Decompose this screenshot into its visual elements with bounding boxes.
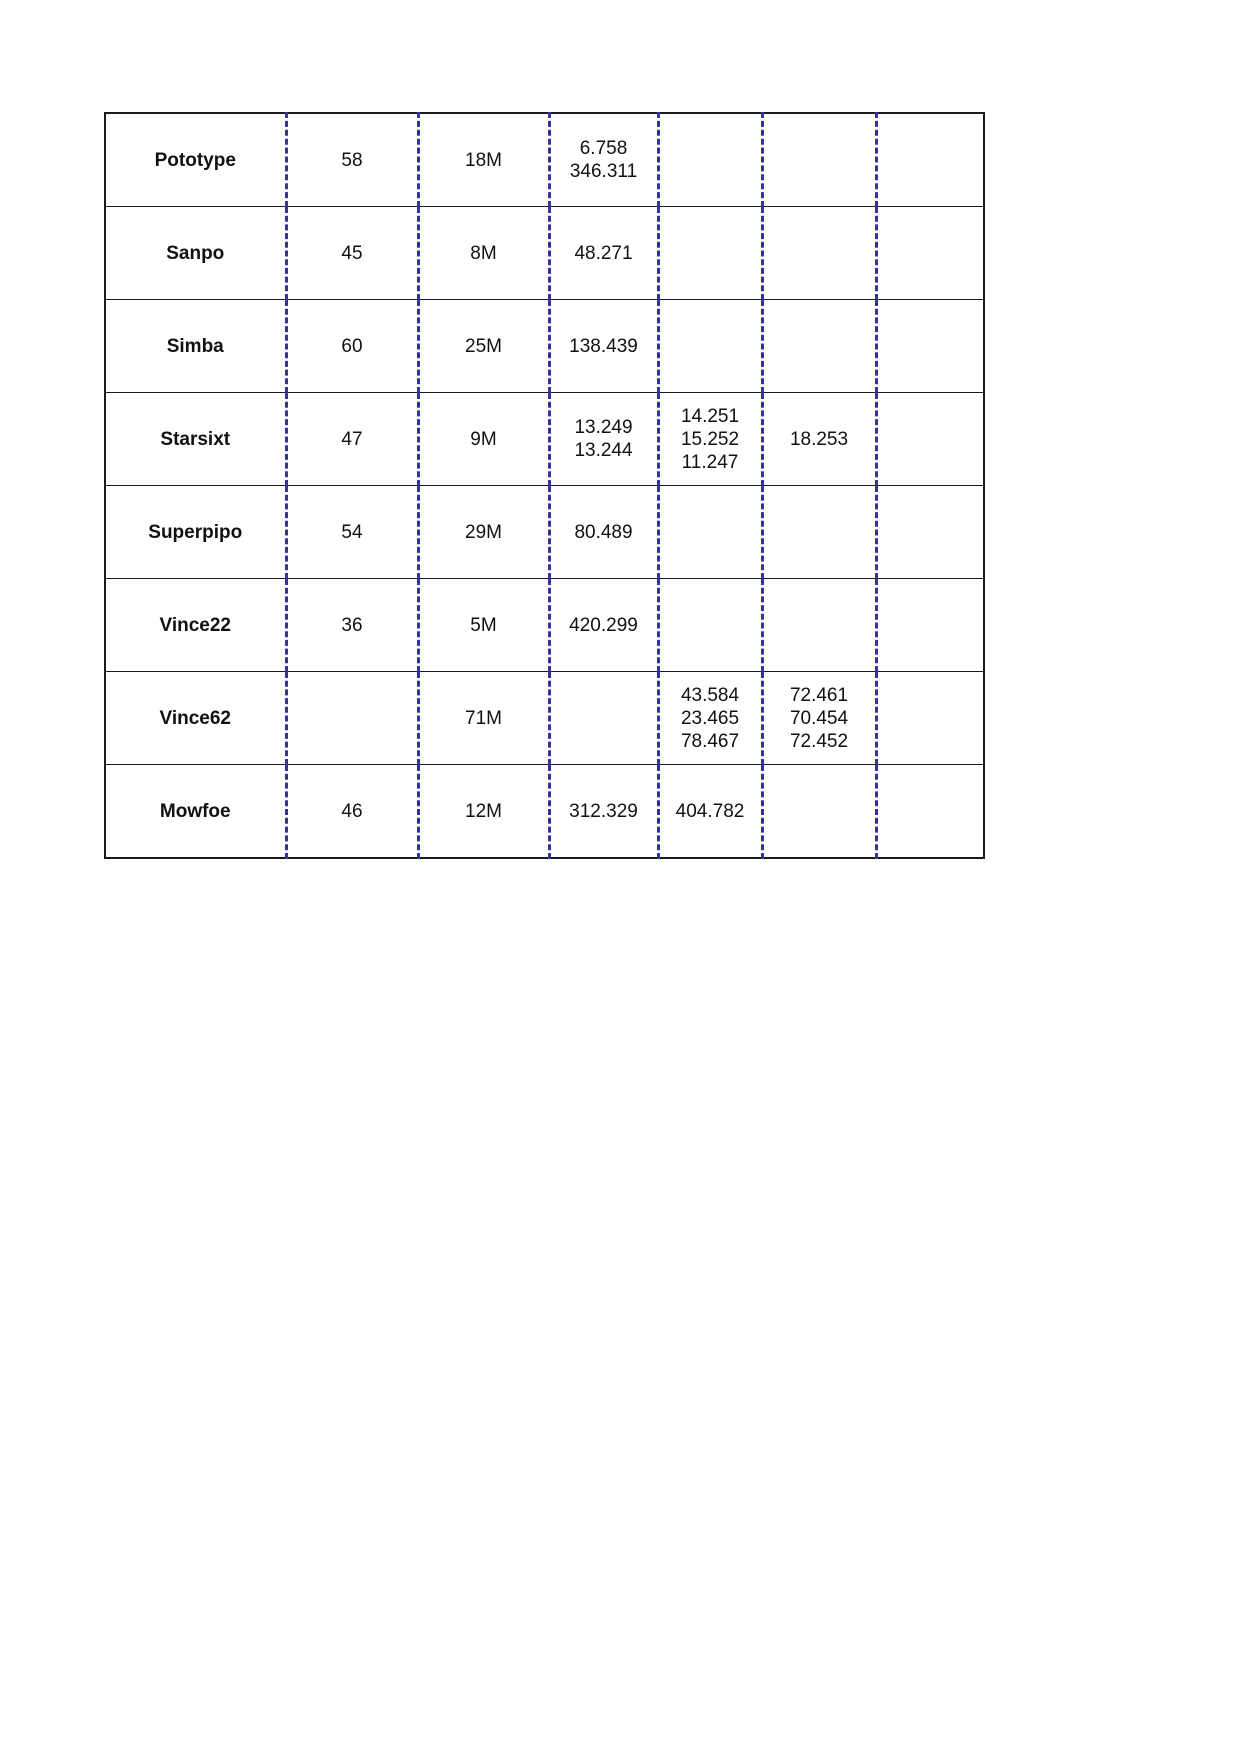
table-cell-col6: [876, 393, 984, 486]
table-cell-col4: [658, 393, 762, 486]
table-row: [105, 486, 984, 579]
cell-value: 312.329: [569, 800, 638, 822]
table-row: [105, 672, 984, 765]
table-cell-col6: [876, 579, 984, 672]
table-cell-col1: 36: [286, 579, 418, 672]
table-cell-col2: 18M: [418, 113, 549, 207]
table-cell-col1: 46: [286, 765, 418, 859]
table-cell-col2: 12M: [418, 765, 549, 859]
table-cell-col5: [762, 393, 876, 486]
cell-value: 420.299: [569, 614, 638, 636]
row-label: Starsixt: [105, 393, 286, 486]
table-cell-col2: 8M: [418, 207, 549, 300]
table-row: [105, 300, 984, 393]
table-cell-col3: [549, 579, 658, 672]
data-table: [104, 112, 985, 859]
table-cell-col4: [658, 672, 762, 765]
table-cell-col3: [549, 113, 658, 207]
table-cell-col1: 60: [286, 300, 418, 393]
table-cell-col4: [658, 300, 762, 393]
table-cell-col3: [549, 672, 658, 765]
row-label: Sanpo: [105, 207, 286, 300]
table-cell-col5: [762, 113, 876, 207]
cell-value: 70.454: [789, 707, 849, 729]
table-row: [105, 579, 984, 672]
table-row: [105, 207, 984, 300]
table-row: [105, 765, 984, 859]
cell-value: 80.489: [574, 521, 633, 543]
cell-value: 6.758: [579, 138, 628, 159]
table-cell-col4: [658, 486, 762, 579]
table-cell-col2: 9M: [418, 393, 549, 486]
cell-value: 13.249: [574, 417, 633, 438]
table-row: [105, 393, 984, 486]
table-cell-col1: [286, 672, 418, 765]
row-label: Mowfoe: [105, 765, 286, 859]
table-cell-col6: [876, 672, 984, 765]
table-cell-col2: 29M: [418, 486, 549, 579]
cell-value: 138.439: [569, 335, 638, 357]
table-cell-col1: 45: [286, 207, 418, 300]
table-cell-col1: 47: [286, 393, 418, 486]
table-cell-col3: [549, 486, 658, 579]
table-cell-col2: 25M: [418, 300, 549, 393]
table-cell-col4: [658, 207, 762, 300]
cell-value: 48.271: [574, 242, 633, 264]
table-cell-col4: [658, 765, 762, 859]
table-cell-col3: [549, 393, 658, 486]
table-cell-col6: [876, 113, 984, 207]
table-cell-col2: 5M: [418, 579, 549, 672]
row-label: Simba: [105, 300, 286, 393]
cell-value: 18.253: [789, 428, 849, 450]
table-cell-col1: 54: [286, 486, 418, 579]
table-cell-col4: [658, 579, 762, 672]
table-cell-col6: [876, 300, 984, 393]
table-cell-col4: [658, 113, 762, 207]
row-label: Pototype: [105, 113, 286, 207]
table-cell-col5: [762, 207, 876, 300]
cell-value: 13.244: [574, 440, 633, 461]
row-label: Vince62: [105, 672, 286, 765]
row-label: Superpipo: [105, 486, 286, 579]
table-cell-col3: [549, 300, 658, 393]
cell-value: 72.452: [789, 730, 849, 752]
table-cell-col5: [762, 765, 876, 859]
table-cell-col5: [762, 486, 876, 579]
cell-value: 23.465: [680, 707, 740, 729]
cell-value: 404.782: [675, 800, 745, 822]
table-cell-col3: [549, 207, 658, 300]
table-cell-col3: [549, 765, 658, 859]
table-cell-col5: [762, 579, 876, 672]
table-cell-col5: [762, 300, 876, 393]
cell-value: 72.461: [789, 684, 849, 706]
cell-value: 11.247: [681, 451, 739, 473]
table-cell-col2: 71M: [418, 672, 549, 765]
cell-value: 15.252: [680, 428, 740, 450]
table-row: [105, 113, 984, 207]
table-cell-col5: [762, 672, 876, 765]
table-body: [105, 113, 984, 858]
table-cell-col6: [876, 486, 984, 579]
cell-value: 14.251: [680, 405, 740, 427]
row-label: Vince22: [105, 579, 286, 672]
table-cell-col1: 58: [286, 113, 418, 207]
cell-value: 78.467: [680, 730, 740, 752]
table-cell-col6: [876, 207, 984, 300]
cell-value: 346.311: [569, 161, 638, 182]
cell-value: 43.584: [680, 684, 740, 706]
table-cell-col6: [876, 765, 984, 859]
